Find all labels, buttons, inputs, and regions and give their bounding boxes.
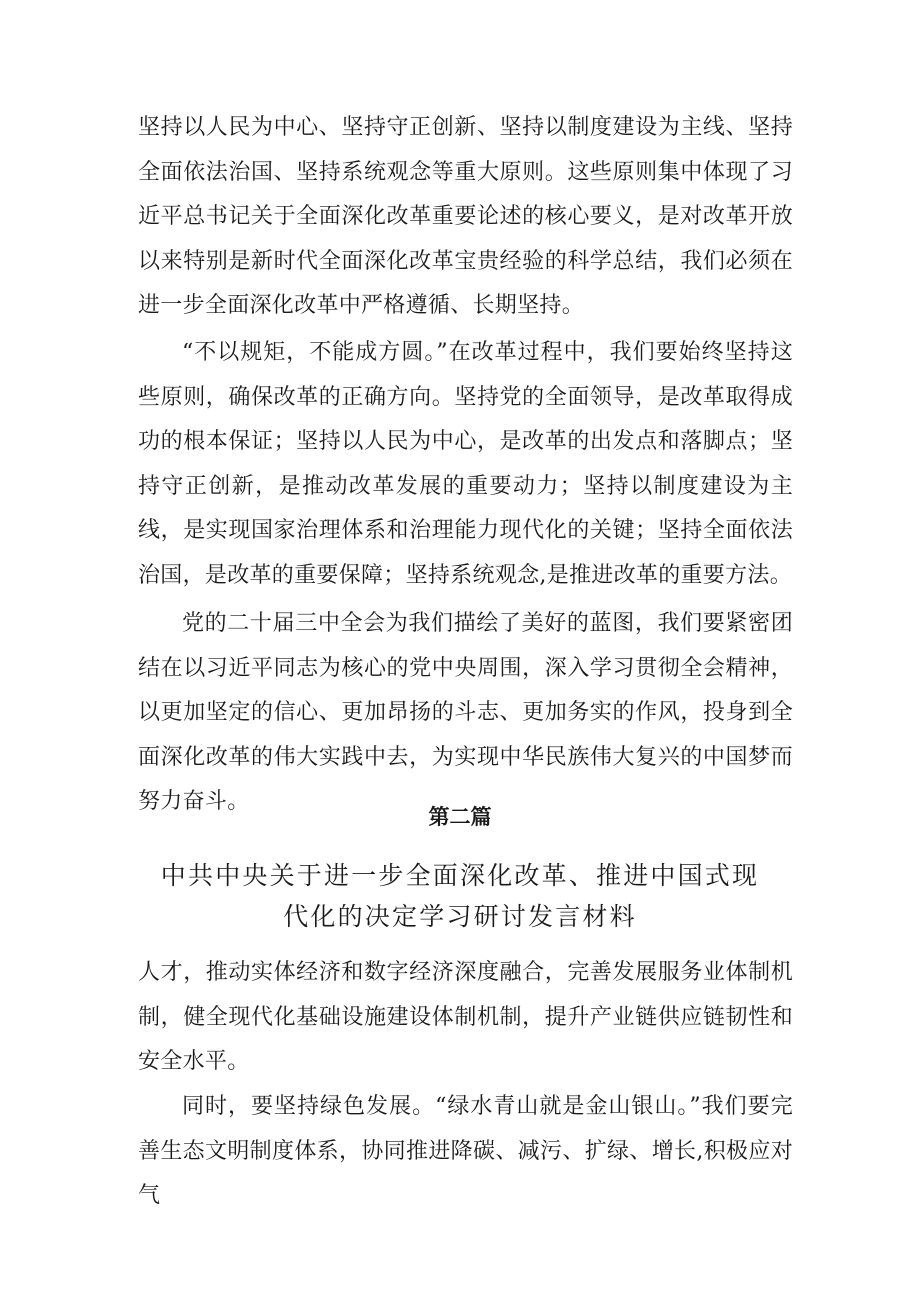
section-title	[0, 855, 920, 937]
section-title-line-2: 代化的决定学习研讨发言材料	[283, 902, 637, 931]
paragraph-rules-quote: “不以规矩，不能成方圆。”在改革过程中，我们要始终坚持这些原则，确保改革的正确方向。坚持党的全面领导，是改革取得成功的根本保证；坚持以人民为中心，是改革的出发点和落脚点；坚持守正创新，是推动改革发展的重要动力；坚持以制度建设为主线，是实现国家治理体系和治理能力现代化的关键；坚持全面依法治国，是改革的重要保障；坚持系统观念,是推进改革的重要方法。	[138, 340, 793, 588]
paragraph-industry: 人才，推动实体经济和数字经济深度融合，完善发展服务业体制机制，健全现代化基础设施建设体制机制，提升产业链供应链韧性和安全水平。	[138, 960, 793, 1075]
section-title-line-1: 中共中央关于进一步全面深化改革、推进中国式现	[160, 861, 760, 890]
paragraph-conclusion: 党的二十届三中全会为我们描绘了美好的蓝图，我们要紧密团结在以习近平同志为核心的党中央周围，深入学习贯彻全会精神，以更加坚定的信心、更加昂扬的斗志、更加务实的作风，投身到全面深化改革的伟大实践中去，为实现中华民族伟大复兴的中国梦而努力奋斗。	[138, 611, 793, 815]
paragraph-principles: 坚持以人民为中心、坚持守正创新、坚持以制度建设为主线、坚持全面依法治国、坚持系统观念等重大原则。这些原则集中体现了习近平总书记关于全面深化改革重要论述的核心要义，是对改革开放以来特别是新时代全面深化改革宝贵经验的科学总结，我们必须在进一步全面深化改革中严格遵循、长期坚持。	[138, 115, 793, 319]
paragraph-green-development: 同时，要坚持绿色发展。“绿水青山就是金山银山。”我们要完善生态文明制度体系，协同推进降碳、减污、扩绿、增长,积极应对气	[138, 1094, 793, 1209]
section-label: 第二篇	[428, 805, 492, 829]
